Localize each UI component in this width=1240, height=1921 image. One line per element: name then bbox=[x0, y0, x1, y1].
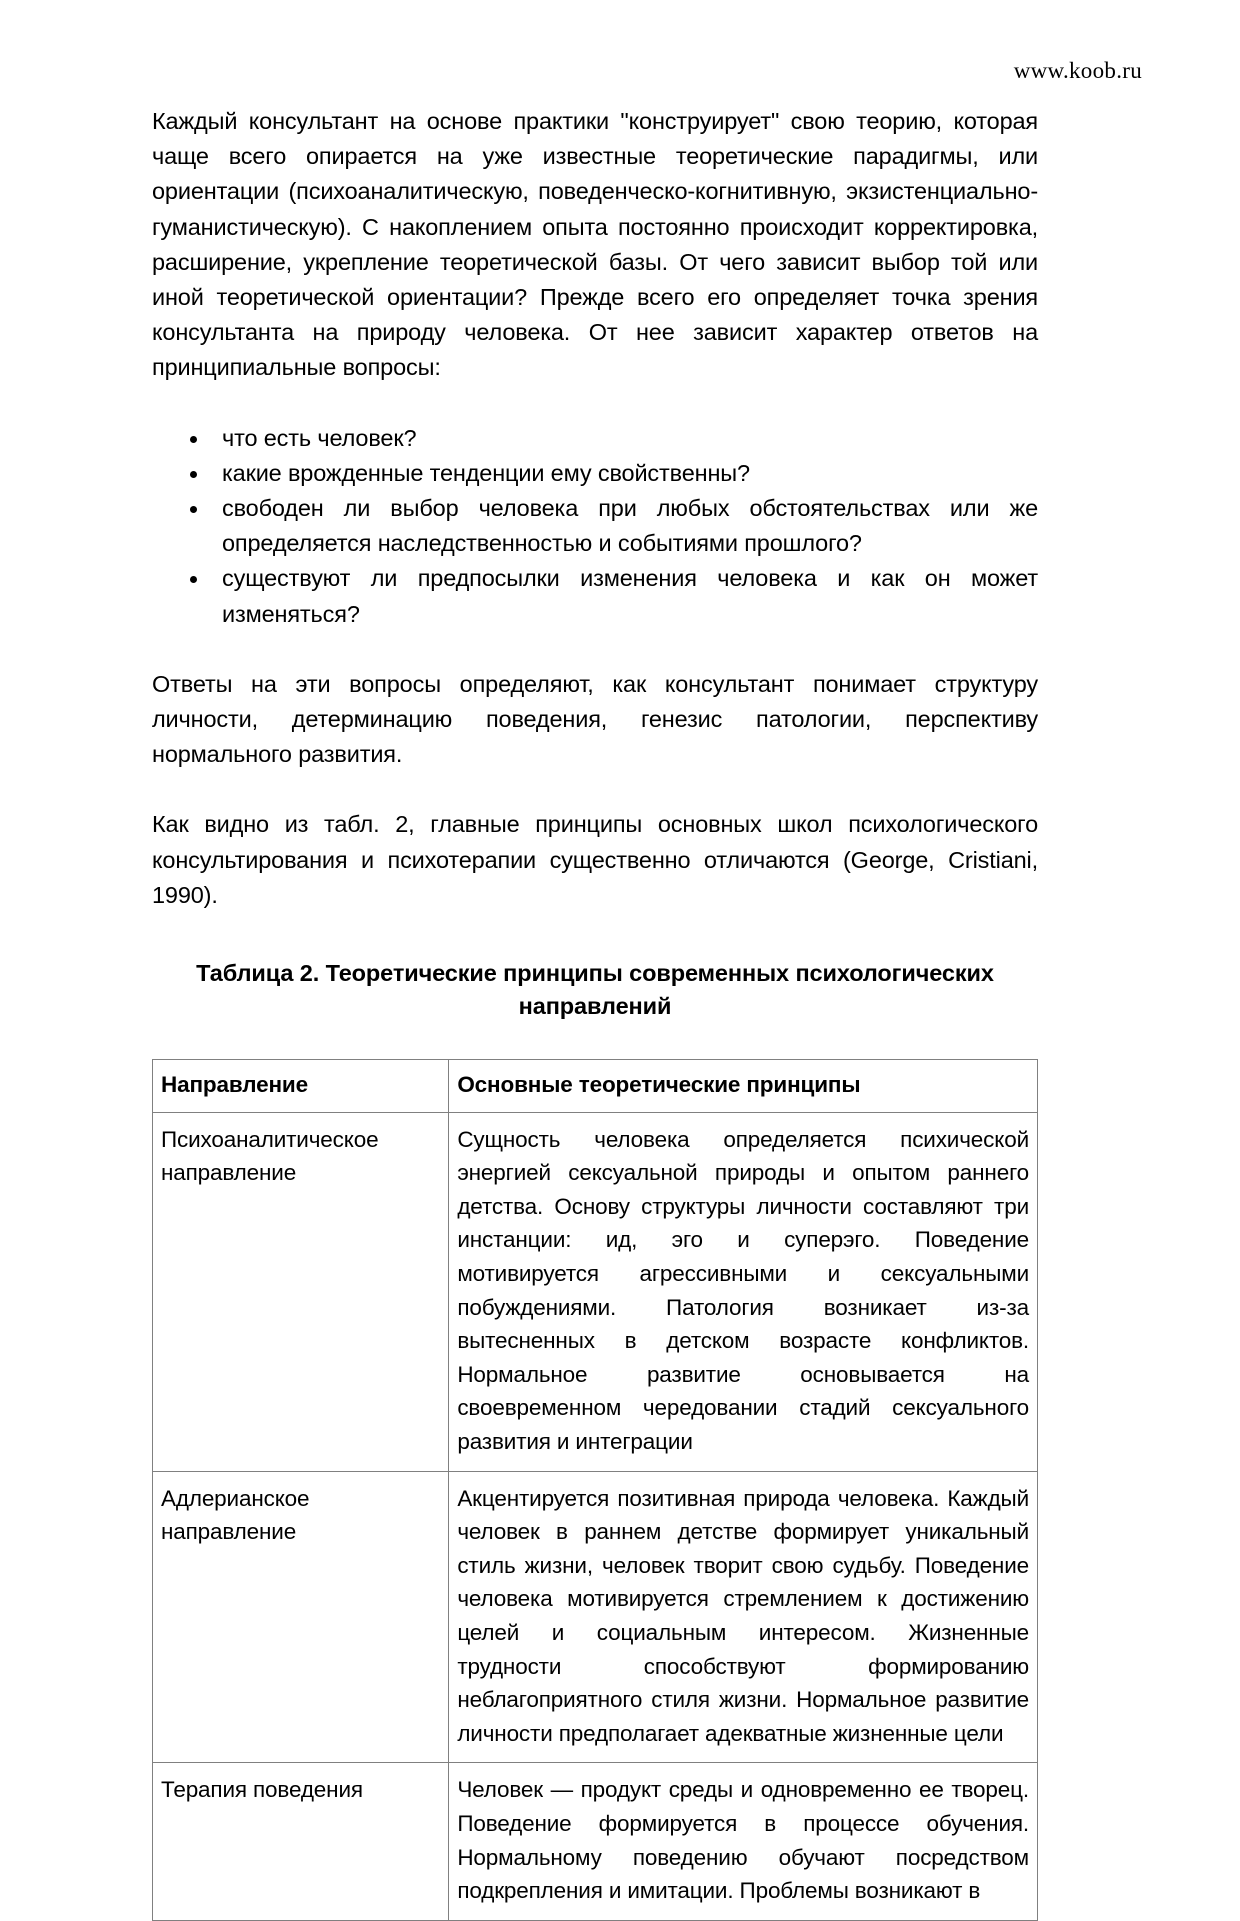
bullet-dot-icon bbox=[190, 471, 197, 478]
paragraph-answers: Ответы на эти вопросы определяют, как консультант понимает структуру личности, детерминацию поведения, генезис патологии, перспективу нормального развития. bbox=[152, 670, 1038, 768]
table-row bbox=[153, 1112, 1038, 1471]
table-row bbox=[153, 1763, 1038, 1920]
list-item bbox=[152, 421, 1038, 456]
list-item bbox=[152, 456, 1038, 491]
site-watermark: www.koob.ru bbox=[1013, 58, 1142, 83]
table-header-principles: Основные теоретические принципы bbox=[449, 1060, 1038, 1113]
list-item-text: свободен ли выбор человека при любых обстоятельствах или же определяется наследственностью и событиями прошлого? bbox=[222, 495, 1038, 557]
table-row bbox=[153, 1471, 1038, 1763]
list-item-text: что есть человек? bbox=[222, 424, 417, 451]
table-cell-principles: Человек — продукт среды и одновременно ее творец. Поведение формируется в процессе обучения. Нормальному поведению обучают посредством подкрепления и имитации. Проблемы возникают в bbox=[449, 1763, 1038, 1920]
list-item-text: существуют ли предпосылки изменения человека и как он может изменяться? bbox=[222, 565, 1038, 627]
table-caption: Таблица 2. Теоретические принципы современных психологических направлений bbox=[196, 960, 994, 1020]
table-cell-principles: Акцентируется позитивная природа человека. Каждый человек в раннем детстве формирует уникальный стиль жизни, человек творит свою судьбу. Поведение человека мотивируется стремлением к достижению целей и социальным интересом. Жизненные трудности способствуют формированию неблагоприятного стиля жизни. Нормальное развитие личности предполагает адекватные жизненные цели bbox=[449, 1471, 1038, 1763]
table-cell-principles: Сущность человека определяется психической энергией сексуальной природы и опытом раннего детства. Основу структуры личности составляют три инстанции: ид, эго и суперэго. Поведение мотивируется агрессивными и сексуальными побуждениями. Патология возникает из-за вытесненных в детском возрасте конфликтов. Нормальное развитие основывается на своевременном чередовании стадий сексуального развития и интеграции bbox=[449, 1112, 1038, 1471]
list-item bbox=[152, 561, 1038, 631]
list-item bbox=[152, 491, 1038, 561]
principles-table bbox=[152, 1059, 1038, 1921]
table-header-row bbox=[153, 1060, 1038, 1113]
table-cell-direction: Терапия поведения bbox=[153, 1763, 449, 1920]
table-header-direction: Направление bbox=[153, 1060, 449, 1113]
bullet-dot-icon bbox=[190, 576, 197, 583]
paragraph-intro: Каждый консультант на основе практики "конструирует" свою теорию, которая чаще всего опирается на уже известные теоретические парадигмы, или ориентации (психоаналитическую, поведенческо-когнитивную, экзистенциально-гуманистическую). С накоплением опыта постоянно происходит корректировка, расширение, укрепление теоретической базы. От чего зависит выбор той или иной теоретической ориентации? Прежде всего его определяет точка зрения консультанта на природу человека. От нее зависит характер ответов на принципиальные вопросы: bbox=[152, 108, 1038, 381]
table-cell-direction: Адлерианское направление bbox=[153, 1471, 449, 1763]
document-content bbox=[152, 104, 1038, 1921]
questions-list bbox=[152, 421, 1038, 632]
paragraph-table-reference: Как видно из табл. 2, главные принципы основных школ психологического консультирования и психотерапии существенно отличаются (George, Cristiani, 1990). bbox=[152, 811, 1038, 908]
table-cell-direction: Психоаналитическое направление bbox=[153, 1112, 449, 1471]
bullet-dot-icon bbox=[190, 506, 197, 513]
list-item-text: какие врожденные тенденции ему свойственны? bbox=[222, 459, 750, 486]
bullet-dot-icon bbox=[190, 436, 197, 443]
